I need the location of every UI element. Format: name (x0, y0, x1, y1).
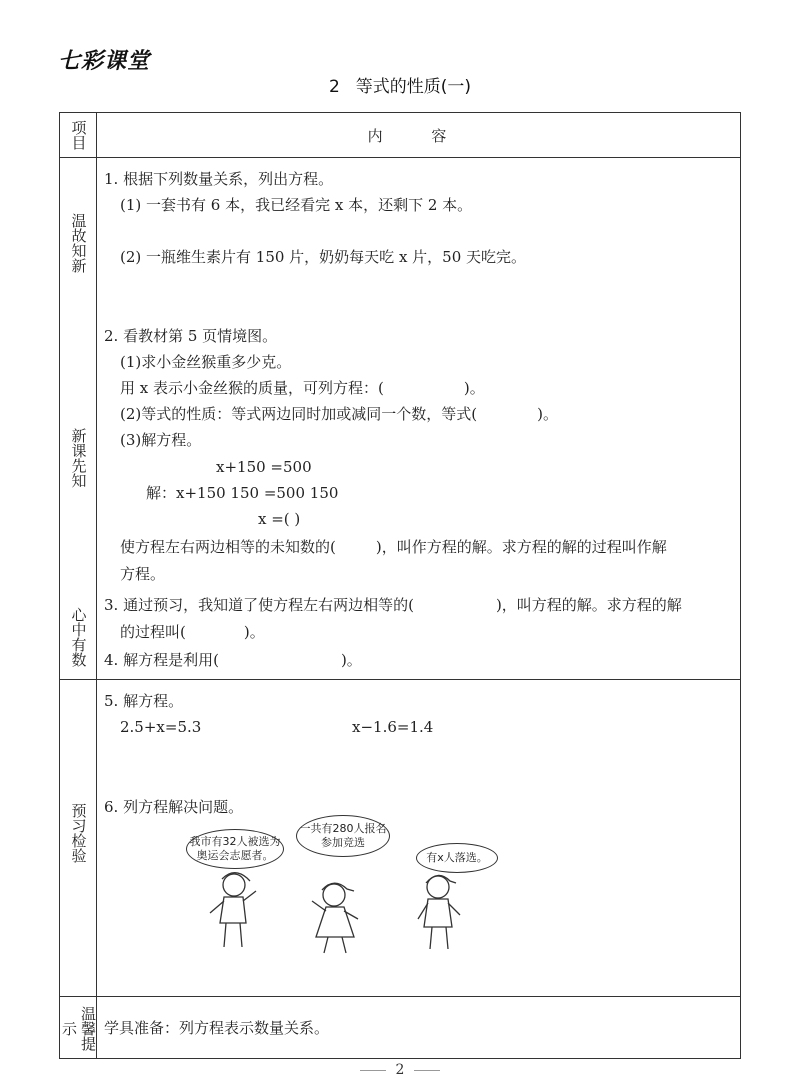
equation-5b: x−1.6=1.4 (352, 718, 434, 736)
row-divider-header (60, 157, 740, 158)
children-illustration (186, 815, 526, 955)
equation-line-2: 解：x+150 150 =500 150 (146, 484, 339, 502)
question-1-2: (2) 一瓶维生素片有 150 片，奶奶每天吃 x 片，50 天吃完。 (120, 248, 527, 266)
title-number: 2 (328, 77, 340, 97)
question-2-1: (1)求小金丝猴重多少克。 (120, 353, 292, 371)
question-4 (104, 650, 362, 670)
equation-line-3: x =( ) (258, 510, 301, 528)
section-tip-label: 温馨提示 (60, 1006, 97, 1051)
speech-bubble-1: 我市有32人被选为奥运会志愿者。 (186, 829, 284, 869)
question-6: 6. 列方程解决问题。 (104, 798, 244, 816)
question-1: 1. 根据下列数量关系，列出方程。 (104, 170, 334, 188)
question-3-pre: 3. 通过预习，我知道了使方程左右两边相等的( (104, 596, 414, 614)
question-3-2-pre: 的过程叫( (120, 623, 186, 641)
question-1-1: (1) 一套书有 6 本，我已经看完 x 本，还剩下 2 本。 (120, 196, 473, 214)
tip-text: 学具准备：列方程表示数量关系。 (104, 1019, 330, 1037)
column-divider (96, 113, 97, 1058)
definition-post: )，叫作方程的解。求方程的解的过程叫作解 (375, 538, 667, 556)
definition-line-1 (120, 537, 667, 557)
question-3-post: )，叫方程的解。求方程的解 (495, 596, 682, 614)
speech-bubble-3: 有x人落选。 (416, 843, 498, 873)
page-footer (0, 1062, 800, 1078)
question-2-3: (3)解方程。 (120, 431, 202, 449)
question-2-1b-pre: 用 x 表示小金丝猴的质量，可列方程：( (120, 379, 384, 397)
brand-text: 七彩课堂 (58, 49, 151, 74)
page-title (0, 72, 800, 97)
question-2-1b-post: )。 (463, 379, 485, 397)
page-number: 2 (395, 1062, 405, 1078)
children-figures (186, 815, 526, 955)
definition-line-2: 方程。 (120, 565, 166, 583)
col-header-label: 项目 (69, 120, 88, 150)
question-2-2-post: )。 (537, 405, 558, 423)
footer-dash-right (414, 1070, 440, 1071)
section-mind-label: 心中有数 (69, 607, 88, 667)
question-3-2-post: )。 (243, 623, 265, 641)
row-divider-check (60, 679, 740, 680)
question-2-2-pre: (2)等式的性质：等式两边同时加或减同一个数，等式( (120, 405, 478, 423)
section-new-label: 新课先知 (69, 428, 88, 488)
title-text: 等式的性质(一) (355, 77, 472, 97)
question-2-2 (120, 404, 558, 424)
definition-pre: 使方程左右两边相等的未知数的( (120, 538, 336, 556)
content-header: 内 容 (367, 126, 469, 145)
speech-bubble-2: 一共有280人报名参加竞选 (296, 815, 390, 857)
question-4-post: )。 (340, 651, 362, 669)
question-2: 2. 看教材第 5 页情境图。 (104, 327, 278, 345)
question-4-pre: 4. 解方程是利用( (104, 651, 219, 669)
question-3 (104, 595, 682, 615)
worksheet-table (59, 112, 741, 1059)
section-review-label: 温故知新 (69, 213, 88, 273)
question-2-1b (120, 378, 485, 398)
question-3-line-2 (120, 622, 265, 642)
row-divider-tip (60, 996, 740, 997)
equation-5a: 2.5+x=5.3 (120, 718, 202, 736)
brand-logo (58, 44, 150, 75)
equation-line-1: x+150 =500 (216, 458, 312, 476)
section-check-label: 预习检验 (69, 803, 88, 863)
question-5: 5. 解方程。 (104, 692, 184, 710)
footer-dash-left (360, 1070, 386, 1071)
